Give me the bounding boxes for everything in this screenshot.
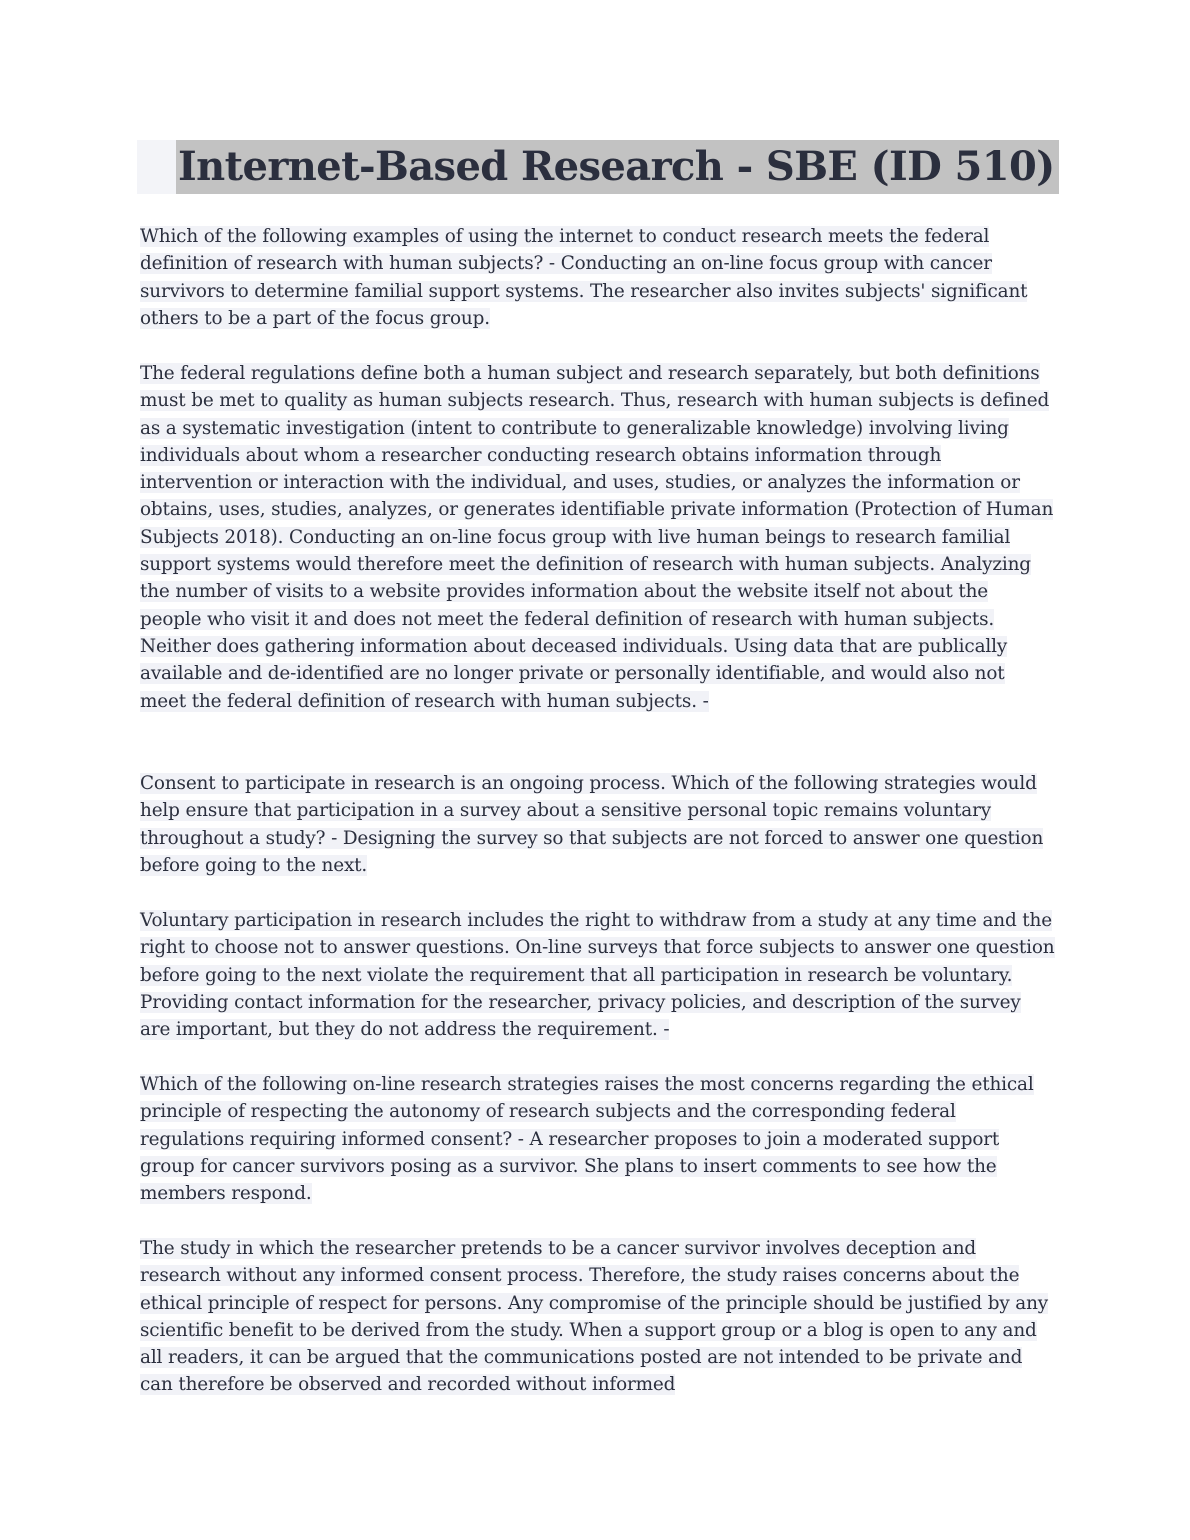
explanation-paragraph-2 xyxy=(140,907,1055,1043)
page-title: Internet-Based Research - SBE (ID 510) xyxy=(176,140,1059,194)
question-paragraph-3 xyxy=(140,1071,1055,1207)
paragraph-text: The study in which the researcher pretends to be a cancer survivor involves deception and research without any informed consent process. Therefore, the study raises concerns about the ethical principle of respect for persons. Any compromise of the principle should be justified by any scientific benefit to be derived from the study. When a support group or a blog is open to any and all readers, it can be argued that the communications posted are not intended to be private and can therefore be observed and recorded without informed xyxy=(140,1238,1049,1396)
explanation-paragraph-1 xyxy=(140,360,1055,715)
explanation-paragraph-3 xyxy=(140,1235,1055,1399)
question-paragraph-2 xyxy=(140,770,1055,879)
paragraph-text: Which of the following on-line research strategies raises the most concerns regarding the ethical principle of respecting the autonomy of research subjects and the corresponding federal regulations requiring informed consent? - A researcher proposes to join a moderated support group for cancer survivors posing as a survivor. She plans to insert comments to see how the members respond. xyxy=(140,1074,1034,1205)
question-paragraph-1 xyxy=(140,223,1055,332)
paragraph-text: Voluntary participation in research includes the right to withdraw from a study at any time and the right to choose not to answer questions. On-line surveys that force subjects to answer one question before going to the next violate the requirement that all participation in research be voluntary. Providing contact information for the researcher, privacy policies, and description of the survey are important, but they do not address the requirement. - xyxy=(140,910,1055,1041)
paragraph-text: Which of the following examples of using the internet to conduct research meets the federal definition of research with human subjects? - Conducting an on-line focus group with cancer survivors to determine familial support systems. The researcher also invites subjects' significant others to be a part of the focus group. xyxy=(140,226,1028,329)
paragraph-text: Consent to participate in research is an ongoing process. Which of the following strategies would help ensure that participation in a survey about a sensitive personal topic remains voluntary throughout a study? - Designing the survey so that subjects are not forced to answer one question before going to the next. xyxy=(140,773,1044,876)
paragraph-text: The federal regulations define both a human subject and research separately, but both definitions must be met to quality as human subjects research. Thus, research with human subjects is defined as a systematic investigation (intent to contribute to generalizable knowledge) involving living individuals about whom a researcher conducting research obtains information through intervention or interaction with the individual, and uses, studies, or analyzes the information or obtains, uses, studies, analyzes, or generates identifiable private information (Protection of Human Subjects 2018). Conducting an on-line focus group with live human beings to research familial support systems would therefore meet the definition of research with human subjects. Analyzing the number of visits to a website provides information about the website itself not about the people who visit it and does not meet the federal definition of research with human subjects. Neither does gathering information about deceased individuals. Using data that are publically available and de-identified are no longer private or personally identifiable, and would also not meet the federal definition of research with human subjects. - xyxy=(140,363,1054,712)
